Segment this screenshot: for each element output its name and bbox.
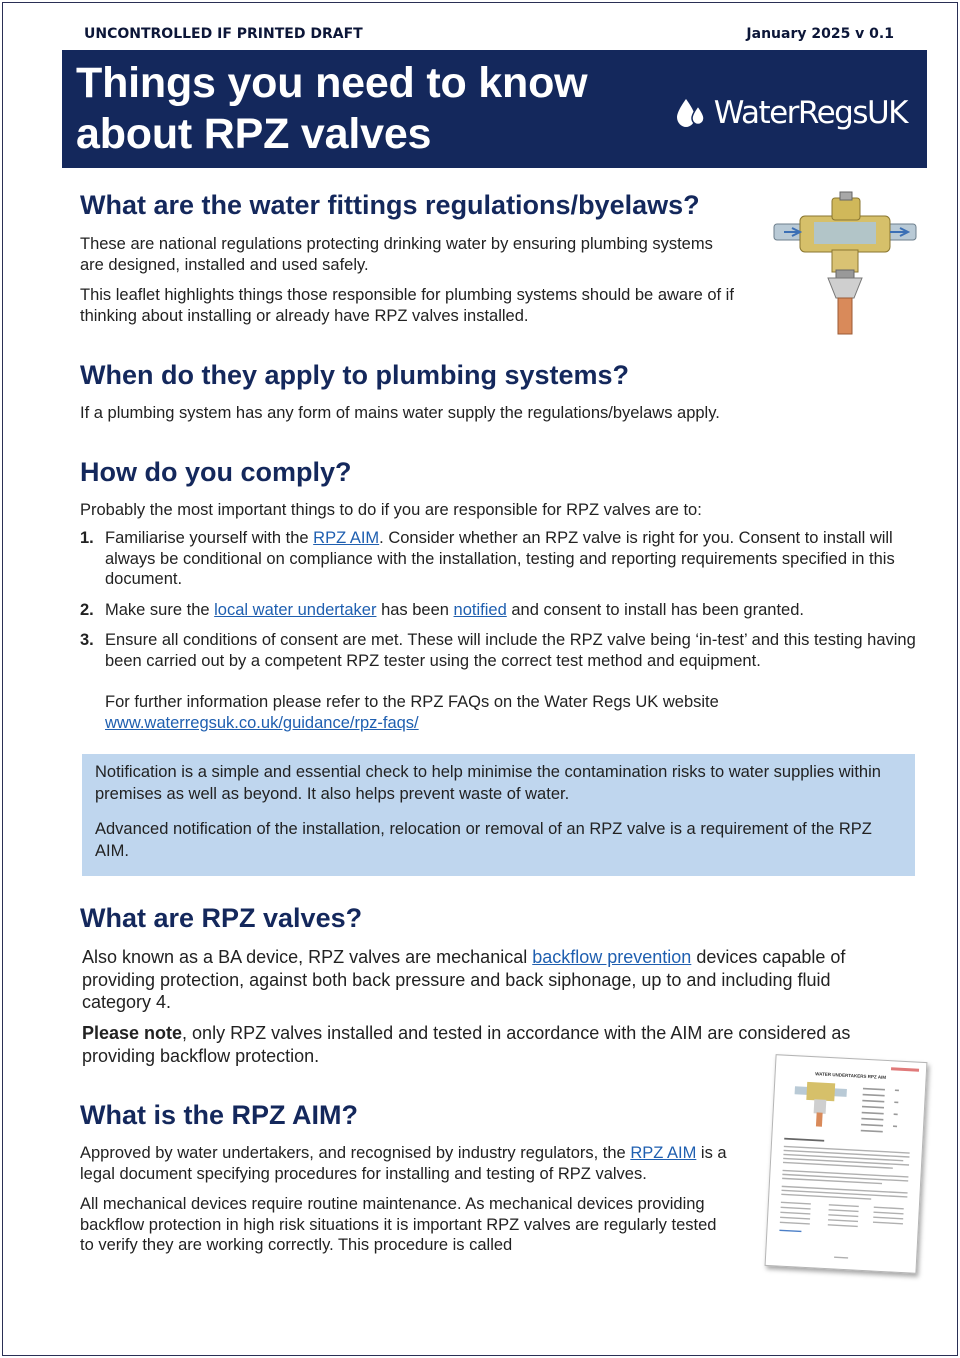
rpz-aim-link-2[interactable]: RPZ AIM xyxy=(630,1144,697,1162)
waterregsuk-logo: WaterRegsUK xyxy=(674,95,907,131)
uncontrolled-label: UNCONTROLLED IF PRINTED DRAFT xyxy=(84,26,363,42)
section-heading-regulations: What are the water fittings regulations/byelaws? xyxy=(80,190,700,220)
top-bar xyxy=(84,26,894,44)
comply-intro: Probably the most important things to do if you are responsible for RPZ valves are to: xyxy=(80,501,702,519)
rpz-aim-link[interactable]: RPZ AIM xyxy=(313,529,380,547)
section-heading-rpz-valves: What are RPZ valves? xyxy=(80,903,363,933)
thumbnail-title: WATER UNDERTAKERS RPZ AIM xyxy=(815,1071,887,1080)
document-page-illustration xyxy=(766,1055,927,1273)
callout-paragraph-2: Advanced notification of the installation, relocation or removal of an RPZ valve is a requirement of the RPZ AIM. xyxy=(95,820,872,860)
aim-document-thumbnail xyxy=(765,1054,928,1274)
title-banner xyxy=(62,50,927,168)
rpz-aim-paragraph-1: Approved by water undertakers, and recognised by industry regulators, the RPZ AIM is a legal document specifying procedures for installing and testing of RPZ valves. xyxy=(80,1144,727,1183)
notification-callout xyxy=(82,754,915,876)
list-item: 2. Make sure the local water undertaker has been notified and consent to install has been granted. xyxy=(80,600,804,619)
comply-steps-list xyxy=(80,528,930,681)
rpz-valves-paragraph-2: Please note, only RPZ valves installed and tested in accordance with the AIM are considered as providing backflow protection. xyxy=(82,1023,851,1066)
section-heading-apply: When do they apply to plumbing systems? xyxy=(80,360,630,390)
further-info-text: For further information please refer to the RPZ FAQs on the Water Regs UK website www.waterregsuk.co.uk/guidance/rpz-faqs/ xyxy=(105,693,719,732)
rpz-valves-paragraph-1: Also known as a BA device, RPZ valves are mechanical backflow prevention devices capable of providing protection, against both back pressure and back siphonage, up to and including fluid category 4. xyxy=(82,947,846,1012)
water-drop-icon xyxy=(674,96,708,130)
regulations-paragraph-1: These are national regulations protecting drinking water by ensuring plumbing systems are designed, installed and used safely. xyxy=(80,235,713,274)
notified-link[interactable]: notified xyxy=(453,600,507,619)
rpz-aim-paragraph-2: All mechanical devices require routine maintenance. As mechanical devices providing backflow protection in high risk situations it is important RPZ valves are regularly tested to verify they are working correctly. This procedure is called xyxy=(80,1195,717,1254)
section-heading-comply: How do you comply? xyxy=(80,457,352,487)
callout-paragraph-1: Notification is a simple and essential check to help minimise the contamination risks to water supplies within premises as well as beyond. It also helps prevent waste of water. xyxy=(95,763,881,803)
backflow-prevention-link[interactable]: backflow prevention xyxy=(532,947,692,967)
rpz-valve-illustration xyxy=(770,188,920,338)
local-water-undertaker-link[interactable]: local water undertaker xyxy=(214,600,377,619)
list-item: 3. Ensure all conditions of consent are met. These will include the RPZ valve being ‘in-test’ and this testing having been carried out by a competent RPZ tester using the correct test method and equipment. xyxy=(80,631,916,670)
apply-paragraph: If a plumbing system has any form of mains water supply the regulations/byelaws apply. xyxy=(80,404,720,422)
rpz-faqs-link[interactable]: www.waterregsuk.co.uk/guidance/rpz-faqs/ xyxy=(105,713,419,732)
list-item: 1. Familiarise yourself with the RPZ AIM. Consider whether an RPZ valve is right for you. Consent to install will always be conditional on compliance with the installation, testing and reporting requirements specified in this document. xyxy=(80,529,895,588)
section-heading-rpz-aim: What is the RPZ AIM? xyxy=(80,1100,358,1130)
version-label: January 2025 v 0.1 xyxy=(746,26,894,42)
regulations-paragraph-2: This leaflet highlights things those responsible for plumbing systems should be aware of if thinking about installing or already have RPZ valves installed. xyxy=(80,286,734,325)
page-title: Things you need to know about RPZ valves xyxy=(76,59,588,158)
